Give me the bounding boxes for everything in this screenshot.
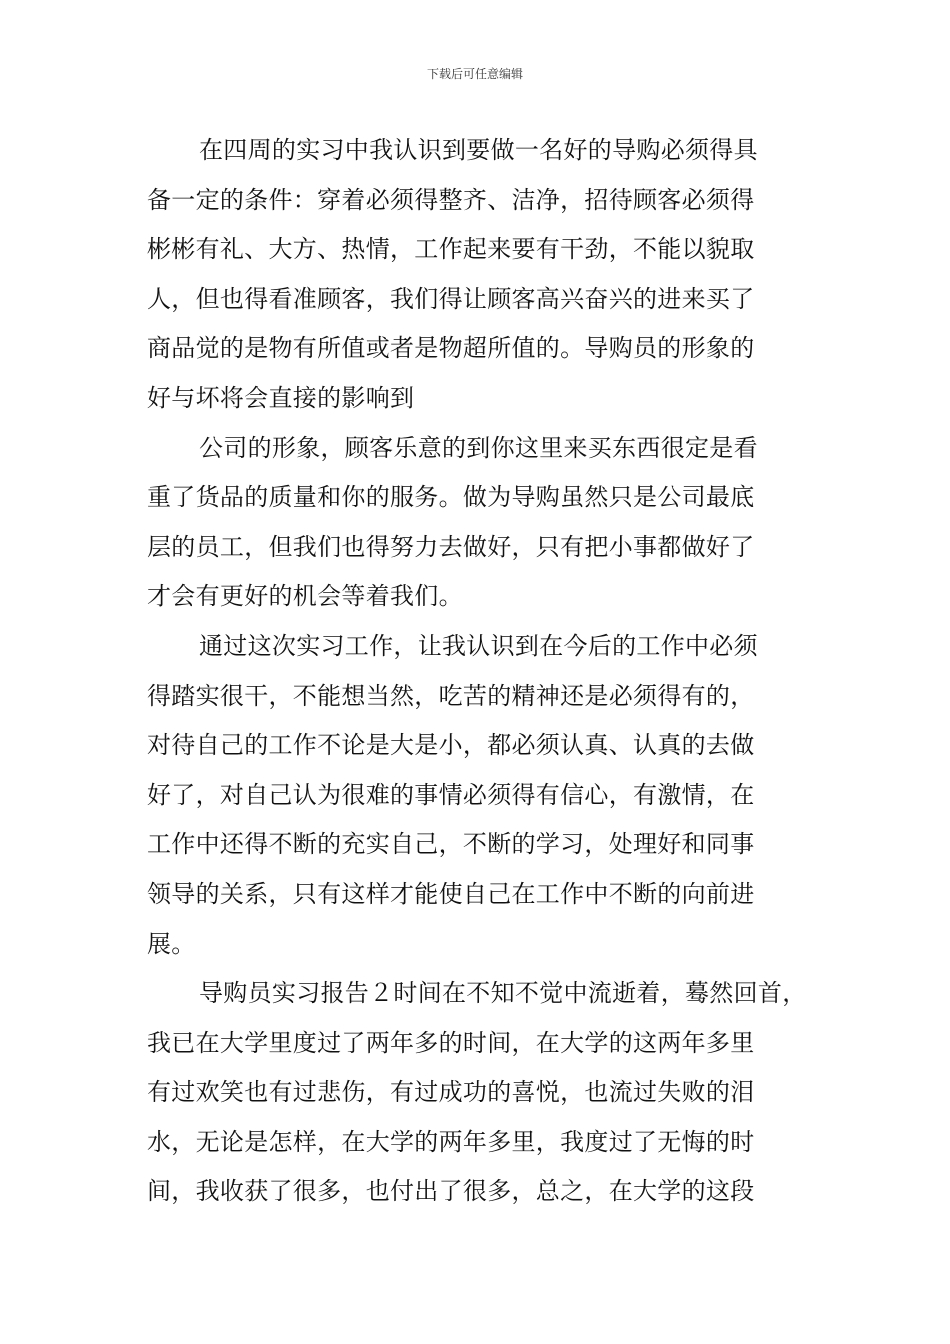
text-line: 有过欢笑也有过悲伤，有过成功的喜悦，也流过失败的泪 <box>147 1078 755 1107</box>
page-header-note: 下载后可任意编辑 <box>426 67 523 81</box>
text-line: 商品觉的是物有所值或者是物超所值的。导购员的形象的 <box>147 334 755 363</box>
paragraph-1 <box>147 126 807 424</box>
text-line: 通过这次实习工作，让我认识到在今后的工作中必须 <box>199 631 758 660</box>
text-line: 才会有更好的机会等着我们。 <box>147 582 463 611</box>
text-line: 层的员工，但我们也得努力去做好，只有把小事都做好了 <box>147 532 755 561</box>
text-line: 水，无论是怎样，在大学的两年多里，我度过了无悔的时 <box>147 1127 755 1156</box>
text-line: 导购员实习报告２时间在不知不觉中流逝着，蓦然回首， <box>199 979 807 1008</box>
text-line: 得踏实很干，不能想当然，吃苦的精神还是必须得有的， <box>147 681 755 710</box>
text-line: 彬彬有礼、大方、热情，工作起来要有干劲，不能以貌取 <box>147 235 755 264</box>
text-line: 领导的关系，只有这样才能使自己在工作中不断的向前进 <box>147 879 755 908</box>
text-line: 展。 <box>147 929 196 958</box>
text-line: 我已在大学里度过了两年多的时间，在大学的这两年多里 <box>147 1028 755 1057</box>
text-line: 对待自己的工作不论是大是小，都必须认真、认真的去做 <box>147 731 755 760</box>
text-line: 人，但也得看准顾客，我们得让顾客高兴奋兴的进来买了 <box>147 284 755 313</box>
text-line: 好与坏将会直接的影响到 <box>147 383 415 412</box>
text-line: 公司的形象，顾客乐意的到你这里来买东西很定是看 <box>199 433 758 462</box>
text-line: 备一定的条件：穿着必须得整齐、洁净，招待顾客必须得 <box>147 185 755 214</box>
text-line: 好了，对自己认为很难的事情必须得有信心，有激情，在 <box>147 780 755 809</box>
paragraph-2 <box>147 424 807 622</box>
text-line: 在四周的实习中我认识到要做一名好的导购必须得具 <box>199 136 758 164</box>
text-line: 工作中还得不断的充实自己，不断的学习，处理好和同事 <box>147 830 755 859</box>
paragraph-3 <box>147 622 807 969</box>
text-line: 重了货品的质量和你的服务。做为导购虽然只是公司最底 <box>147 483 755 512</box>
paragraph-4 <box>147 969 807 1217</box>
text-line: 间，我收获了很多，也付出了很多，总之，在大学的这段 <box>147 1177 755 1206</box>
document-body <box>147 126 807 1217</box>
